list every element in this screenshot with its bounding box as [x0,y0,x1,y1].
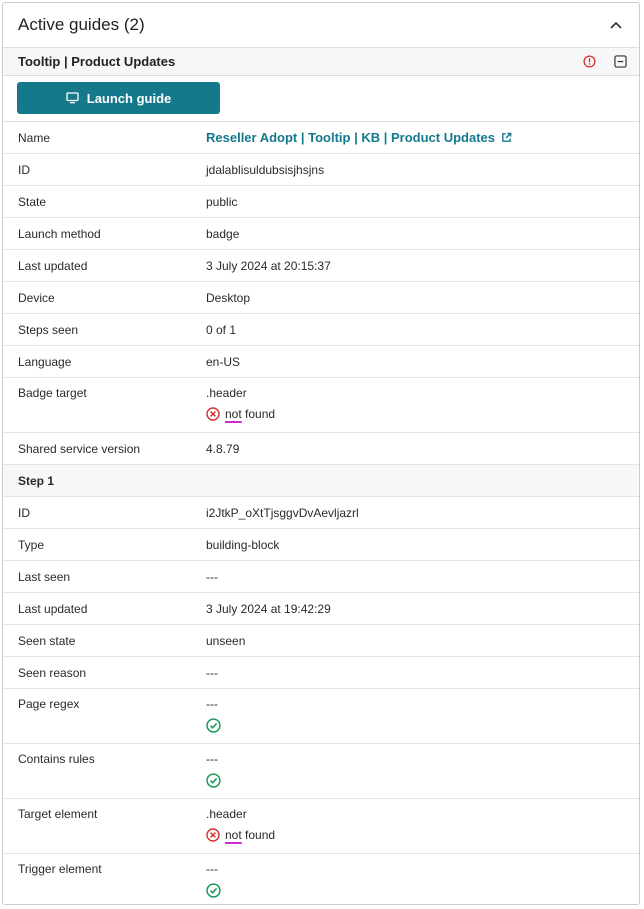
row-value: i2JtkP_oXtTjsggvDvAevljazrl [206,505,359,520]
not-found-status [206,407,639,421]
row-value: --- [206,569,218,584]
launch-guide-button[interactable] [17,82,220,114]
section-title: Step 1 [18,473,55,488]
collapse-icon[interactable] [614,55,627,68]
launch-area [3,76,639,122]
row-label: State [18,194,47,209]
detail-row-id [3,154,639,186]
row-label: Badge target [18,386,87,400]
row-label: Shared service version [18,441,141,456]
row-label: Device [18,290,55,305]
row-value: .header [206,807,247,821]
guide-name-link[interactable] [206,130,512,145]
row-label: Trigger element [18,862,102,876]
row-label: Last seen [18,569,71,584]
step-section-header [3,465,639,497]
detail-row-device [3,282,639,314]
step-row-last-updated [3,593,639,625]
check-circle-icon [206,718,639,733]
row-label: Seen reason [18,665,87,680]
detail-row-shared-service [3,433,639,465]
row-value: --- [206,665,218,680]
detail-row-steps-seen [3,314,639,346]
row-label: Name [18,130,51,145]
row-label: ID [18,162,30,177]
step-row-seen-reason [3,657,639,689]
row-label: Target element [18,807,98,821]
row-value: en-US [206,354,241,369]
row-value: --- [206,752,218,766]
detail-row-name [3,122,639,154]
row-value: building-block [206,537,280,552]
error-x-icon [206,407,220,421]
detail-row-launch-method [3,218,639,250]
row-value: .header [206,386,247,400]
detail-row-last-updated [3,250,639,282]
row-value: Desktop [206,290,251,305]
row-label: ID [18,505,30,520]
external-link-icon[interactable] [501,132,512,143]
step-row-target-element [3,799,639,854]
detail-row-language [3,346,639,378]
row-value: 3 July 2024 at 19:42:29 [206,601,331,616]
panel-title: Active guides (2) [18,15,145,34]
row-label: Launch method [18,226,101,241]
check-circle-icon [206,773,639,788]
detail-row-state [3,186,639,218]
row-value: unseen [206,633,246,648]
check-circle-icon [206,883,639,898]
step-row-seen-state [3,625,639,657]
row-value: public [206,194,238,209]
row-value: 4.8.79 [206,441,240,456]
guide-name-text[interactable]: Reseller Adopt | Tooltip | KB | Product Updates [206,130,495,145]
row-label: Last updated [18,258,88,273]
status-word: not [225,828,242,842]
row-label: Steps seen [18,322,79,337]
row-label: Page regex [18,697,80,711]
monitor-icon [66,92,79,104]
step-row-page-regex [3,689,639,744]
step-row-id [3,497,639,529]
chevron-up-icon[interactable] [609,18,623,32]
guide-title: Tooltip | Product Updates [18,54,176,69]
step-row-type [3,529,639,561]
status-word: found [245,828,276,842]
step-row-trigger-element [3,854,639,905]
error-x-icon [206,828,220,842]
alert-icon[interactable] [583,55,596,68]
detail-row-badge-target [3,378,639,433]
row-label: Seen state [18,633,76,648]
row-value: badge [206,226,240,241]
not-found-status [206,828,639,842]
panel-header[interactable] [3,3,639,48]
row-label: Language [18,354,72,369]
status-word: not [225,407,242,421]
row-label: Contains rules [18,752,95,766]
row-label: Last updated [18,601,88,616]
status-word: found [245,407,276,421]
step-row-contains-rules [3,744,639,799]
launch-guide-label: Launch guide [86,90,172,106]
row-value: --- [206,862,218,876]
active-guides-panel [2,2,640,905]
row-value: 3 July 2024 at 20:15:37 [206,258,331,273]
row-value: 0 of 1 [206,322,237,337]
row-value: --- [206,697,218,711]
row-value: jdalablisuldubsisjhsjns [206,162,325,177]
guide-header [3,48,639,76]
step-row-last-seen [3,561,639,593]
row-label: Type [18,537,45,552]
